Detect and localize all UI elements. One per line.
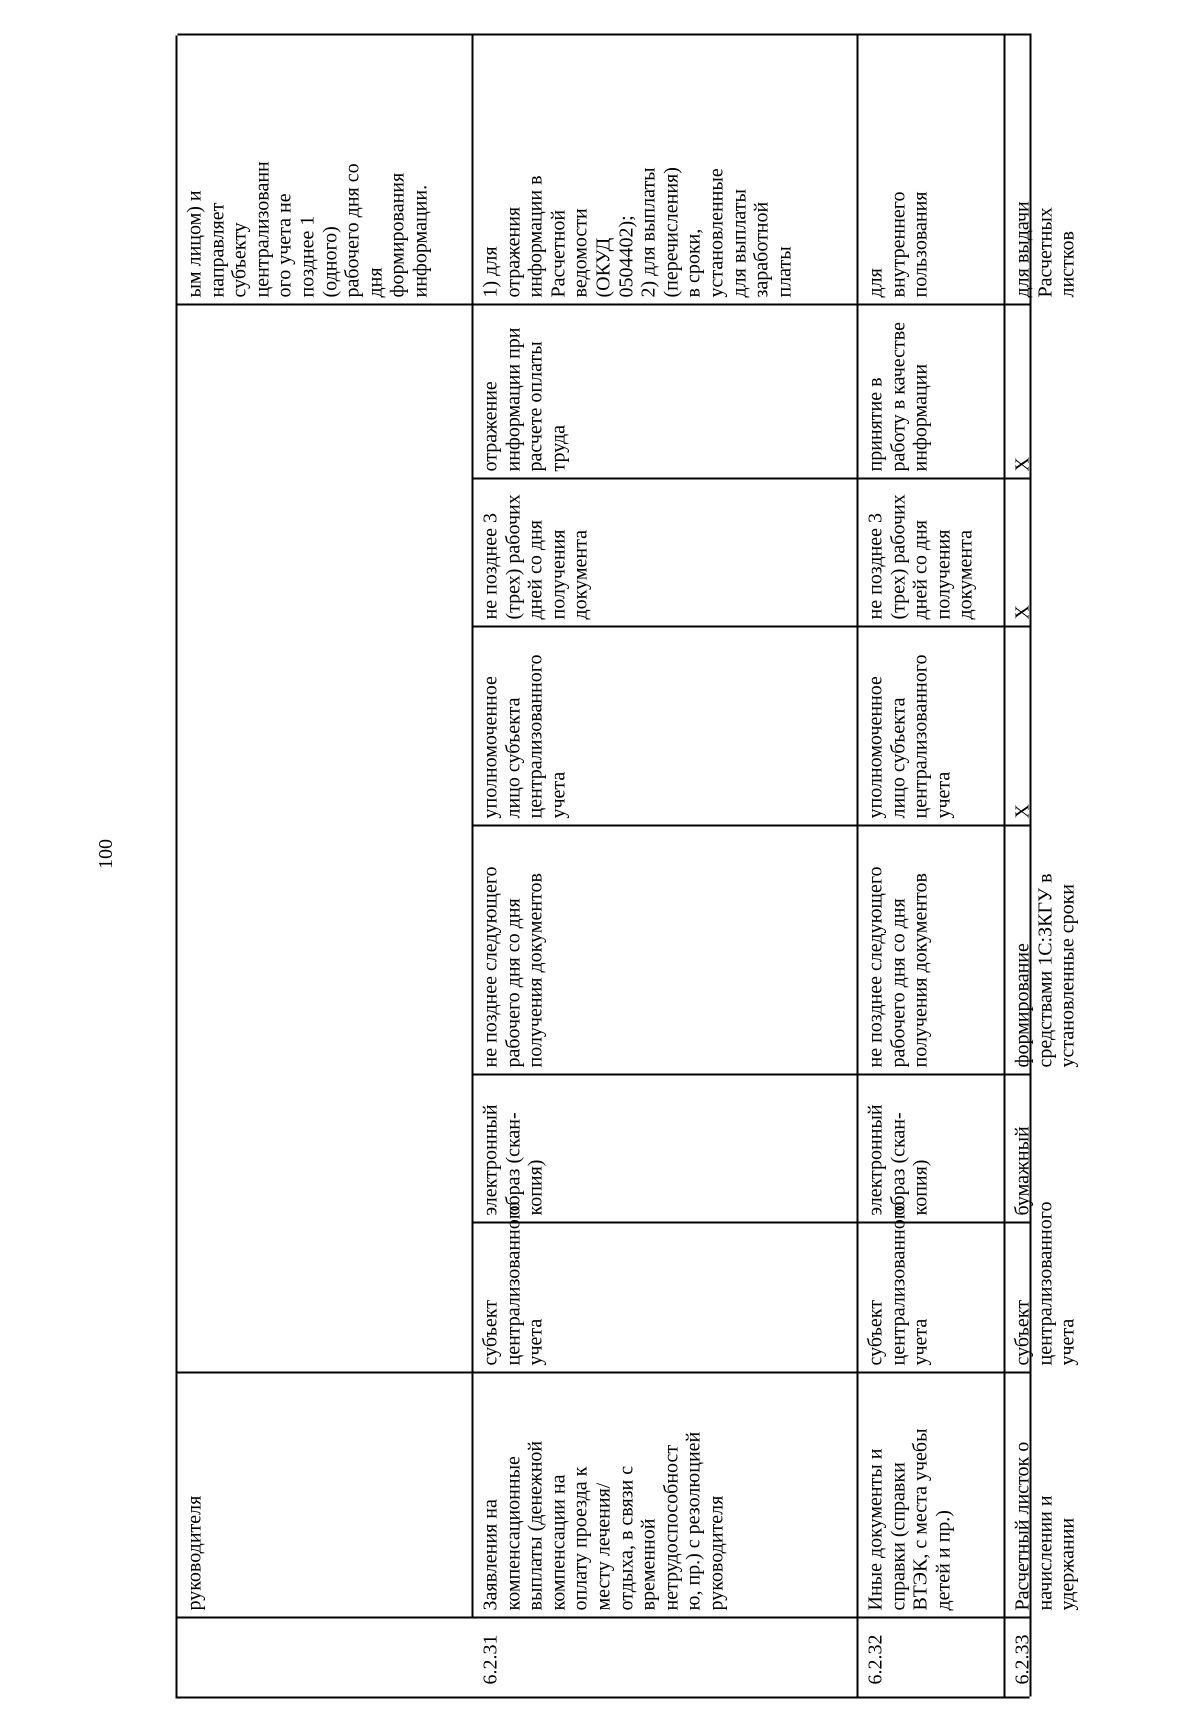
cell-number xyxy=(177,1616,473,1696)
cell-processing-term: не позднее 3 (трех) рабочих дней со дня получения документа xyxy=(473,477,858,625)
cell-responsible: уполномоченное лицо субъекта централизованного учета xyxy=(858,625,1005,824)
cell-number: 6.2.33 xyxy=(1005,1616,1031,1696)
cell-action: отражение информации при расчете оплаты труда xyxy=(473,303,858,477)
document-table xyxy=(175,35,1079,1698)
cell-submission-deadline: не позднее следующего рабочего дня со дня получения документов xyxy=(473,824,858,1073)
cell-form: электронный образ (скан- копия) xyxy=(858,1073,1005,1221)
cell-submission-deadline: формирование средствами 1С:ЗКГУ в установленные сроки xyxy=(1005,824,1031,1073)
cell-form xyxy=(177,1073,473,1221)
cell-submitter: субъект централизованного учета xyxy=(858,1221,1005,1371)
cell-action xyxy=(177,303,473,477)
cell-document-name: Расчетный листок о начислении и удержании xyxy=(1005,1371,1031,1616)
page-number: 100 xyxy=(94,839,117,869)
cell-purpose: 1) для отражения информации в Расчетной ведомости (ОКУД 0504402); 2) для выплаты (перечисления) в сроки, установленные для выплаты заработной платы xyxy=(473,33,858,303)
cell-document-name: Иные документы и справки (справки ВТЭК, с места учебы детей и пр.) xyxy=(858,1371,1005,1616)
cell-submitter xyxy=(177,1221,473,1371)
cell-submission-deadline: не позднее следующего рабочего дня со дня получения документов xyxy=(858,824,1005,1073)
cell-purpose: для внутреннего пользования xyxy=(858,33,1005,303)
cell-responsible: уполномоченное лицо субъекта централизованного учета xyxy=(473,625,858,824)
cell-purpose: ым лицом) и направляет субъекту централизованн ого учета не позднее 1 (одного) рабочего дня со дня формирования информации. xyxy=(177,33,473,303)
cell-submission-deadline xyxy=(177,824,473,1073)
cell-submitter: субъект централизованного учета xyxy=(473,1221,858,1371)
cell-submitter: субъект централизованного учета xyxy=(1005,1221,1031,1371)
cell-responsible: X xyxy=(1005,625,1031,824)
cell-form: электронный образ (скан- копия) xyxy=(473,1073,858,1221)
cell-action: X xyxy=(1005,303,1031,477)
cell-number: 6.2.31 xyxy=(473,1616,858,1696)
cell-action: принятие в работу в качестве информации xyxy=(858,303,1005,477)
cell-responsible xyxy=(177,625,473,824)
cell-form: бумажный xyxy=(1005,1073,1031,1221)
table-container xyxy=(175,35,1079,1698)
cell-purpose: для выдачи Расчетных листков xyxy=(1005,33,1031,303)
cell-processing-term: не позднее 3 (трех) рабочих дней со дня получения документа xyxy=(858,477,1005,625)
cell-document-name: руководителя xyxy=(177,1371,473,1616)
cell-processing-term: X xyxy=(1005,477,1031,625)
cell-processing-term xyxy=(177,477,473,625)
cell-number: 6.2.32 xyxy=(858,1616,1005,1696)
cell-document-name: Заявления на компенсационные выплаты (денежной компенсации на оплату проезда к месту лечения/ отдыха, в связи с временной нетрудоспособност ю, пр.) с резолюцией руководителя xyxy=(473,1371,858,1616)
